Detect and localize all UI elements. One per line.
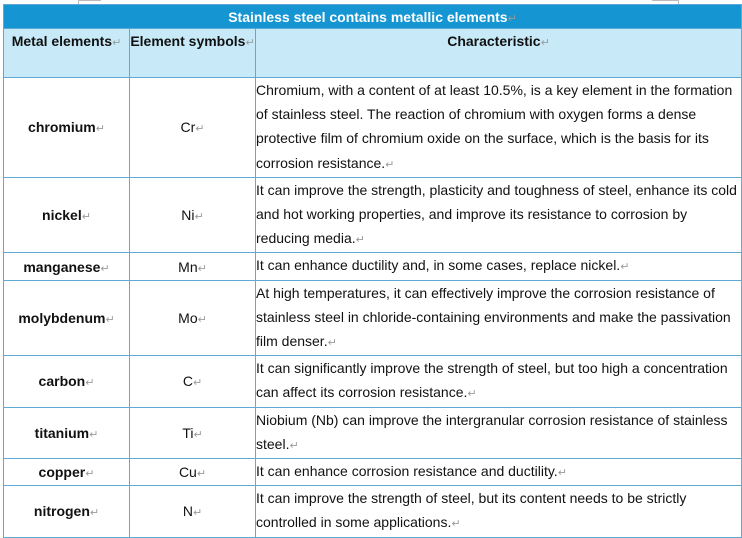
table-row bbox=[4, 280, 742, 356]
paragraph-mark-icon: ↵ bbox=[385, 158, 395, 171]
element-name-cell: nitrogen↵ bbox=[4, 486, 130, 537]
elements-table bbox=[3, 4, 742, 538]
element-name-cell: titanium↵ bbox=[4, 407, 130, 458]
paragraph-mark-icon: ↵ bbox=[289, 439, 299, 452]
paragraph-mark-icon: ↵ bbox=[451, 518, 461, 531]
paragraph-mark-icon: ↵ bbox=[192, 507, 203, 520]
paragraph-mark-icon: ↵ bbox=[327, 337, 337, 350]
paragraph-mark-icon: ↵ bbox=[194, 211, 204, 224]
table-header-row bbox=[4, 29, 742, 78]
paragraph-mark-icon: ↵ bbox=[89, 507, 100, 520]
element-name-cell: nickel↵ bbox=[4, 177, 130, 253]
element-symbol-cell: N↵ bbox=[130, 486, 256, 537]
paragraph-mark-icon: ↵ bbox=[196, 468, 207, 481]
paragraph-mark-icon: ↵ bbox=[540, 37, 550, 49]
element-name-cell: carbon↵ bbox=[4, 356, 130, 407]
characteristic-cell: It can enhance ductility and, in some cases, replace nickel.↵ bbox=[256, 253, 742, 280]
paragraph-mark-icon: ↵ bbox=[507, 12, 517, 25]
element-symbol-cell: Mo↵ bbox=[130, 280, 256, 356]
characteristic-cell: At high temperatures, it can effectively improve the corrosion resistance of stainless steel in chloride-containing environments and make the passivation film denser.↵ bbox=[256, 280, 742, 356]
table-title-row bbox=[4, 5, 742, 29]
table-row bbox=[4, 78, 742, 178]
paragraph-mark-icon: ↵ bbox=[467, 388, 477, 401]
paragraph-mark-icon: ↵ bbox=[245, 37, 255, 49]
element-symbol-cell: C↵ bbox=[130, 356, 256, 407]
paragraph-mark-icon: ↵ bbox=[112, 37, 122, 49]
table-row bbox=[4, 459, 742, 486]
paragraph-mark-icon: ↵ bbox=[192, 377, 203, 390]
element-symbol-cell: Ti↵ bbox=[130, 407, 256, 458]
table-row bbox=[4, 486, 742, 537]
paragraph-mark-icon: ↵ bbox=[85, 468, 95, 481]
paragraph-mark-icon: ↵ bbox=[85, 377, 95, 390]
element-symbol-cell: Cu↵ bbox=[130, 459, 256, 486]
paragraph-mark-icon: ↵ bbox=[81, 211, 91, 224]
element-name-cell: copper↵ bbox=[4, 459, 130, 486]
characteristic-cell: It can enhance corrosion resistance and ductility.↵ bbox=[256, 459, 742, 486]
element-name-cell: molybdenum↵ bbox=[4, 280, 130, 356]
characteristic-cell: Niobium (Nb) can improve the intergranular corrosion resistance of stainless steel.↵ bbox=[256, 407, 742, 458]
paragraph-mark-icon: ↵ bbox=[100, 262, 110, 275]
element-symbol-cell: Cr↵ bbox=[130, 78, 256, 178]
paragraph-mark-icon: ↵ bbox=[197, 313, 207, 326]
paragraph-mark-icon: ↵ bbox=[95, 123, 105, 136]
characteristic-cell: It can improve the strength of steel, but its content needs to be strictly controlled in some applications.↵ bbox=[256, 486, 742, 537]
element-symbol-cell: Mn↵ bbox=[130, 253, 256, 280]
paragraph-mark-icon: ↵ bbox=[195, 123, 205, 136]
element-symbol-cell: Ni↵ bbox=[130, 177, 256, 253]
characteristic-cell: It can significantly improve the strength of steel, but too high a concentration can affect its corrosion resistance.↵ bbox=[256, 356, 742, 407]
paragraph-mark-icon: ↵ bbox=[105, 313, 115, 326]
paragraph-mark-icon: ↵ bbox=[355, 234, 365, 247]
header-metal-elements: Metal elements↵ bbox=[4, 29, 130, 78]
paragraph-mark-icon: ↵ bbox=[193, 428, 203, 441]
paragraph-mark-icon: ↵ bbox=[620, 261, 630, 274]
table-title: Stainless steel contains metallic elements bbox=[228, 8, 508, 25]
header-characteristic: Characteristic↵ bbox=[256, 29, 742, 78]
characteristic-cell: It can improve the strength, plasticity and toughness of steel, enhance its cold and hot working properties, and improve its resistance to corrosion by reducing media.↵ bbox=[256, 177, 742, 253]
element-name-cell: manganese↵ bbox=[4, 253, 130, 280]
paragraph-mark-icon: ↵ bbox=[557, 467, 567, 480]
table-row bbox=[4, 253, 742, 280]
table-title-cell bbox=[4, 5, 742, 29]
element-name-cell: chromium↵ bbox=[4, 78, 130, 178]
table-row bbox=[4, 356, 742, 407]
header-element-symbols: Element symbols↵ bbox=[130, 29, 256, 78]
paragraph-mark-icon: ↵ bbox=[89, 428, 99, 441]
characteristic-cell: Chromium, with a content of at least 10.5%, is a key element in the formation of stainless steel. The reaction of chromium with oxygen forms a dense protective film of chromium oxide on the surface, which is the basis for its corrosion resistance.↵ bbox=[256, 78, 742, 178]
table-row bbox=[4, 177, 742, 253]
table-row bbox=[4, 407, 742, 458]
paragraph-mark-icon: ↵ bbox=[197, 262, 207, 275]
